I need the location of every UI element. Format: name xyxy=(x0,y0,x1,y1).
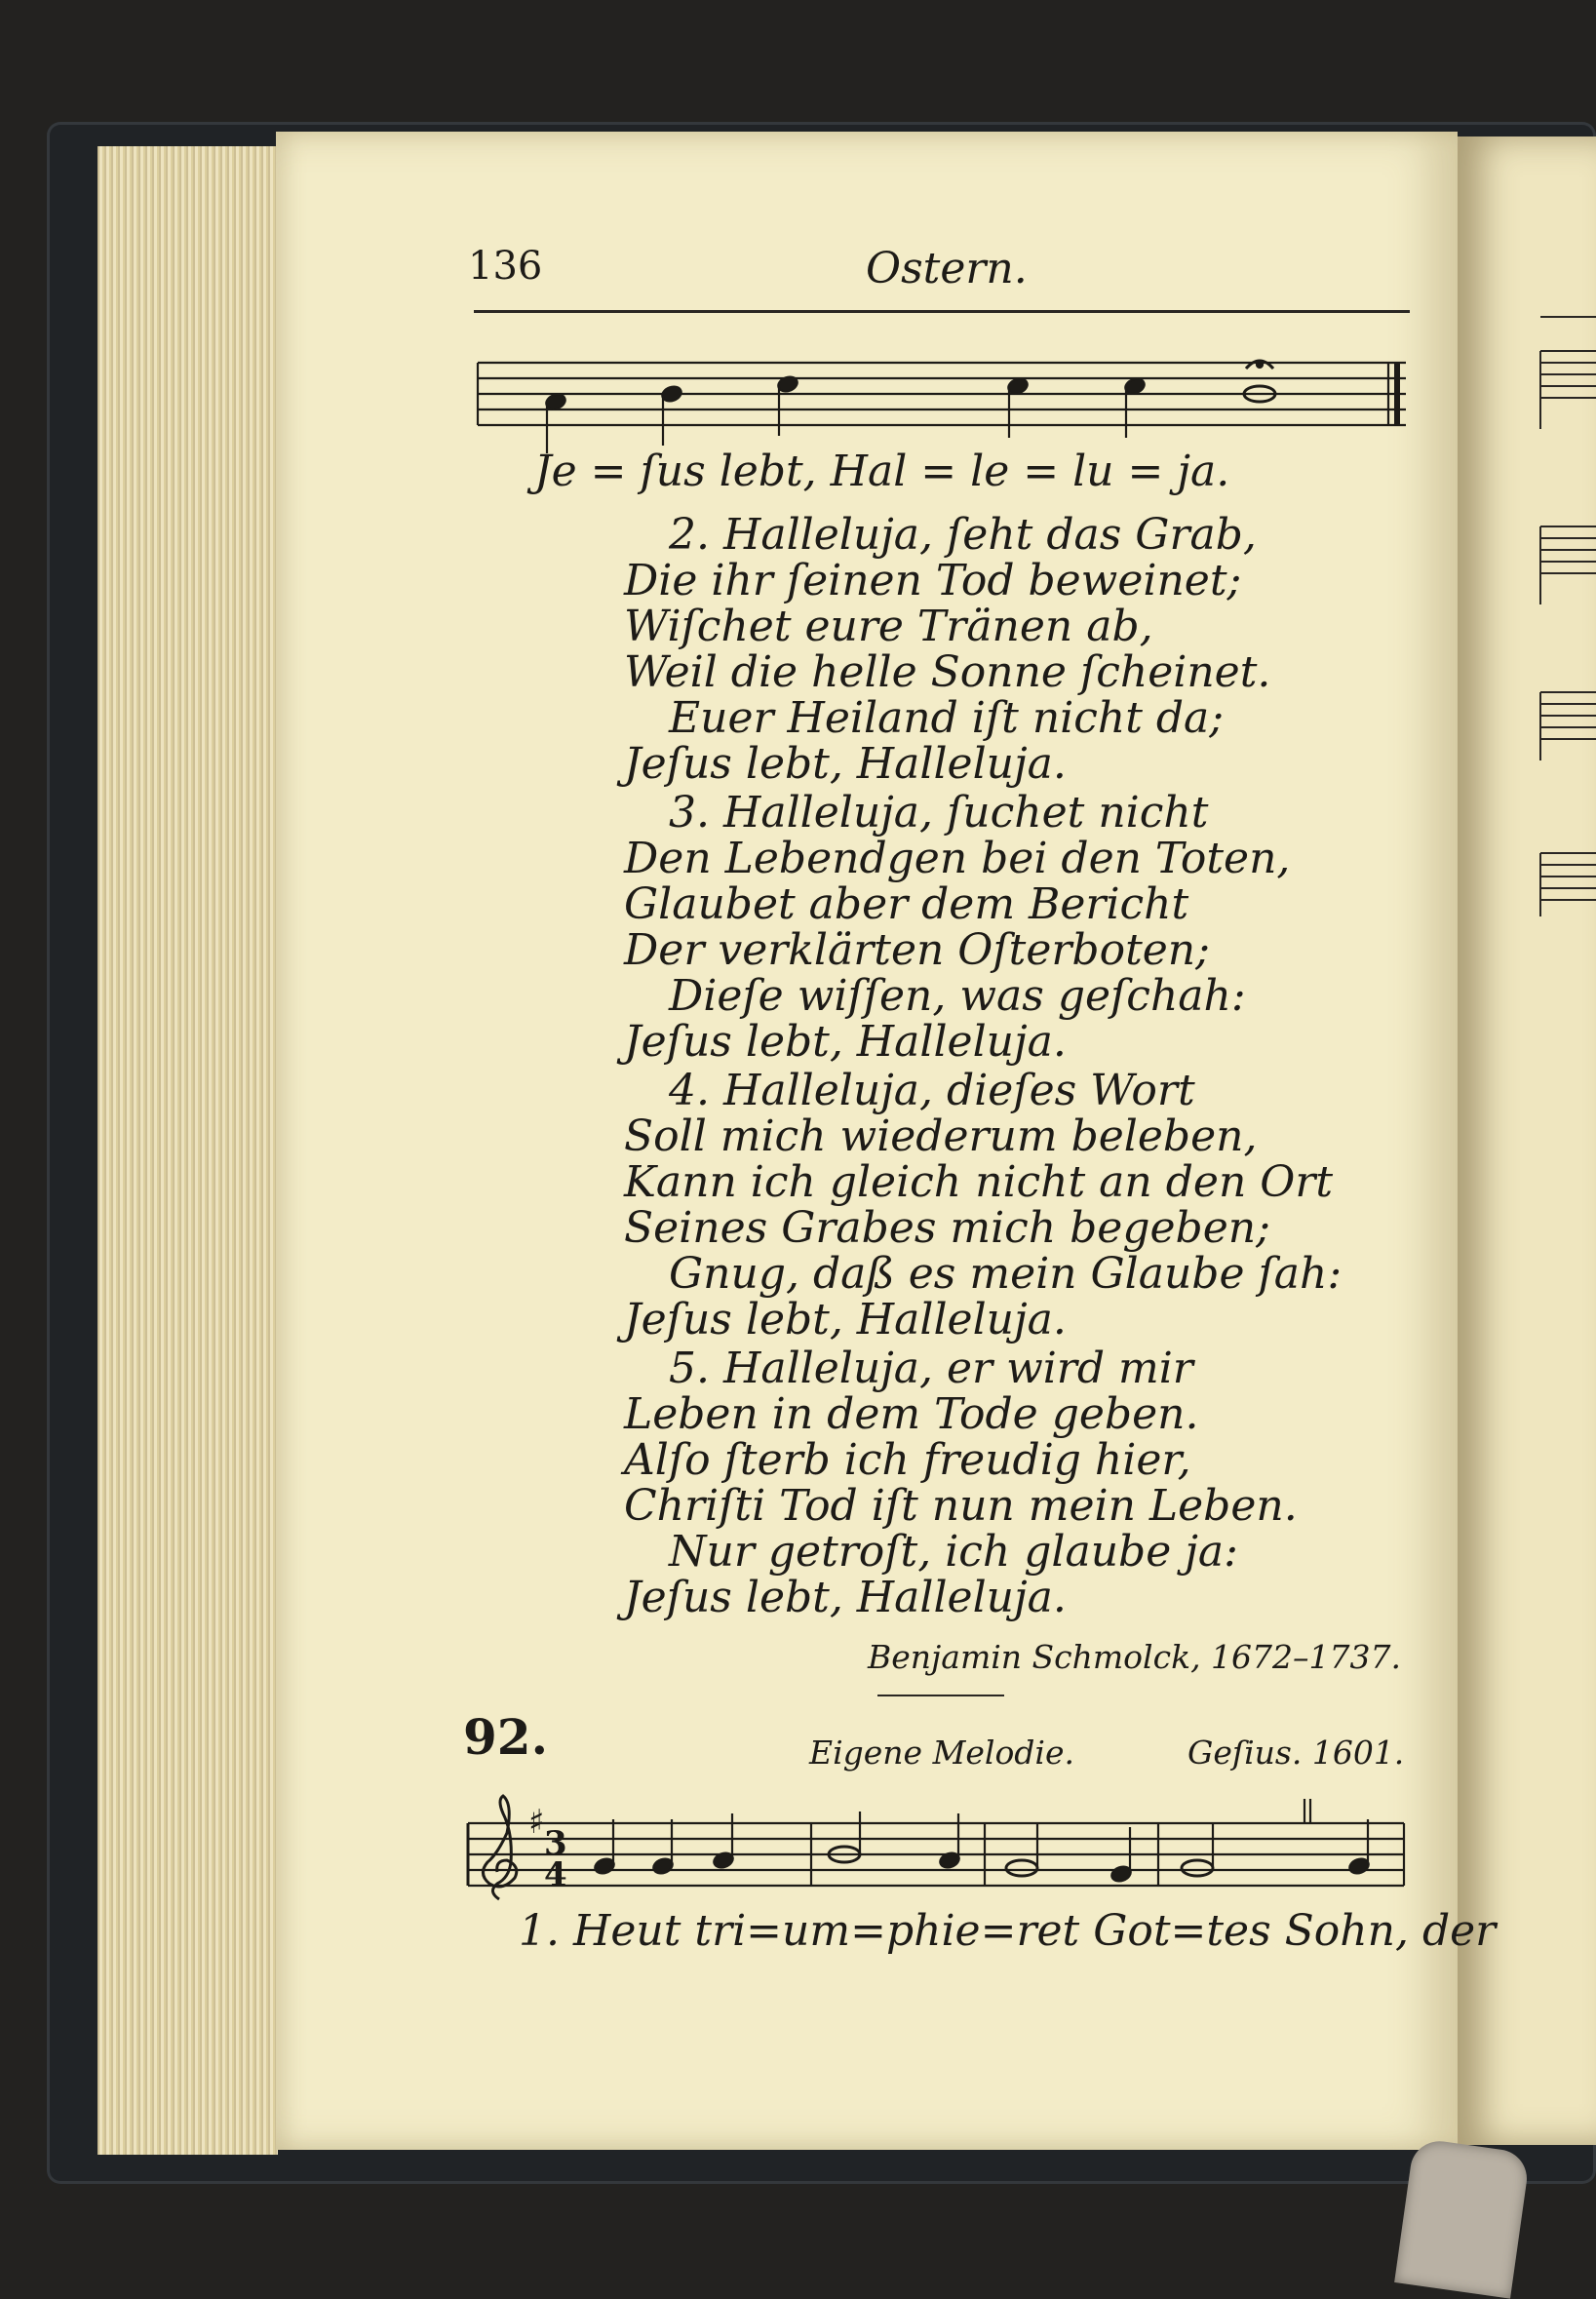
melody-1-notes xyxy=(544,361,1275,453)
fermata-dot xyxy=(1257,362,1263,368)
bookmark-ribbon xyxy=(1394,2137,1531,2298)
verse-2 xyxy=(624,512,1326,787)
half-note xyxy=(1006,1860,1037,1876)
page-edges xyxy=(97,146,278,2155)
verse-line: Den Lebendgen bei den Toten, xyxy=(624,834,1291,883)
author-attribution: Benjamin Schmolck, 1672–1737. xyxy=(868,1638,1401,1676)
half-note xyxy=(1182,1860,1213,1876)
verse-line: Seines Grabes mich begeben; xyxy=(624,1203,1270,1253)
verse-line: Jeſus lebt, Halleluja. xyxy=(624,1573,1067,1622)
verse-line: Euer Heiland iſt nicht da; xyxy=(669,693,1225,743)
verse-5 xyxy=(624,1345,1326,1620)
melody-source: Geſius. 1601. xyxy=(1187,1734,1405,1772)
verse-line: Die ihr ſeinen Tod beweinet; xyxy=(624,556,1242,605)
melody-1-lyric: Je = ſus lebt, Hal = le = lu = ja. xyxy=(534,447,1230,496)
verse-line: Nur getroſt, ich glaube ja: xyxy=(669,1527,1238,1577)
melody-staff-1 xyxy=(468,351,1414,458)
verse-line: 5. Halleluja, er wird mir xyxy=(669,1344,1193,1393)
key-signature-sharp: ♯ xyxy=(528,1803,545,1842)
verse-line: Weil die helle Sonne ſcheinet. xyxy=(624,647,1271,697)
header-rule xyxy=(474,310,1410,313)
verse-line: Der verklärten Oſterboten; xyxy=(624,925,1210,975)
verse-line: Alſo ſterb ich freudig hier, xyxy=(624,1435,1191,1485)
verse-line: 3. Halleluja, ſuchet nicht xyxy=(669,788,1209,838)
verse-line: Soll mich wiederum beleben, xyxy=(624,1111,1258,1161)
section-separator xyxy=(877,1695,1004,1696)
adjacent-page-staves xyxy=(1458,136,1596,2145)
verse-line: Wiſchet eure Tränen ab, xyxy=(624,602,1153,651)
adjacent-page xyxy=(1458,136,1596,2145)
verse-line: Dieſe wiſſen, was geſchah: xyxy=(669,971,1246,1021)
treble-clef-icon xyxy=(483,1796,516,1899)
verse-line: Leben in dem Tode geben. xyxy=(624,1389,1199,1439)
verse-line: Jeſus lebt, Halleluja. xyxy=(624,1017,1067,1067)
page-title: Ostern. xyxy=(866,244,1028,293)
verse-4 xyxy=(624,1066,1343,1344)
verse-line: Jeſus lebt, Halleluja. xyxy=(624,739,1067,789)
verse-line: Jeſus lebt, Halleluja. xyxy=(624,1295,1067,1344)
time-signature-top: 3 xyxy=(544,1824,567,1863)
verse-line: Gnug, daß es mein Glaube ſah: xyxy=(669,1249,1343,1299)
verse-line: 2. Halleluja, ſeht das Grab, xyxy=(669,510,1257,560)
hymn-2-lyric: 1. Heut tri=um=phie=ret Got=tes Sohn, der xyxy=(519,1906,1497,1956)
melody-note: Eigene Melodie. xyxy=(809,1734,1075,1772)
verse-line: 4. Halleluja, dieſes Wort xyxy=(669,1066,1195,1115)
verse-line: Glaubet aber dem Bericht xyxy=(624,879,1189,929)
verse-3 xyxy=(624,790,1326,1065)
time-signature-bottom: 4 xyxy=(544,1855,567,1894)
page-number: 136 xyxy=(468,244,543,289)
verse-line: Chriſti Tod iſt nun mein Leben. xyxy=(624,1481,1298,1531)
hymn-number: 92. xyxy=(463,1708,548,1766)
melody-staff-2 xyxy=(458,1794,1414,1911)
verse-line: Kann ich gleich nicht an den Ort xyxy=(624,1157,1334,1207)
